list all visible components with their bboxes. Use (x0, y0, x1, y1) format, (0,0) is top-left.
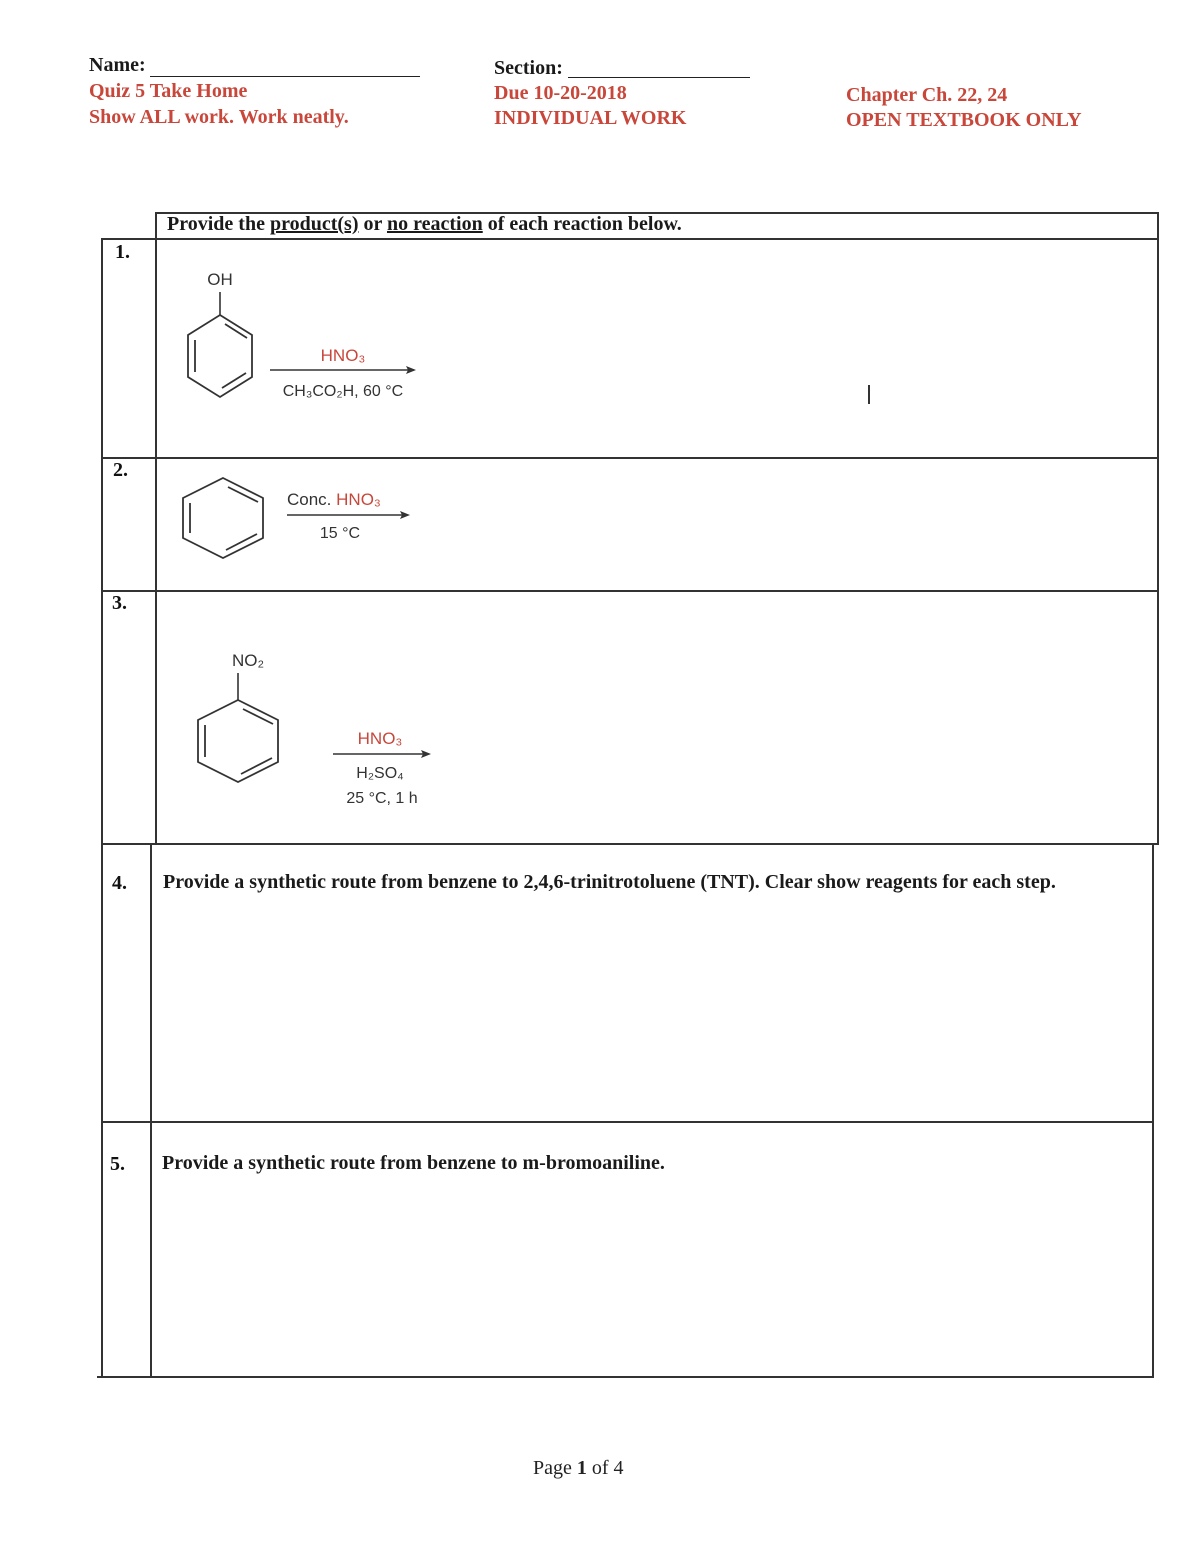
section-label: Section: (494, 57, 563, 79)
reaction-arrow-icon (333, 750, 431, 758)
page-indicator-pre: Page (533, 1457, 577, 1479)
problem-number-1: 1. (115, 241, 130, 263)
reaction-arrow-icon (270, 366, 416, 374)
chapter: Chapter Ch. 22, 24 (846, 84, 1008, 106)
section-blank[interactable] (568, 77, 750, 78)
reagent-conc-label (287, 490, 381, 509)
directions (167, 211, 682, 238)
acid-catalyst-label: H₂SO₄ (356, 765, 404, 782)
substituent-no2-label: NO₂ (231, 651, 265, 670)
substituent-oh-label: OH (207, 270, 233, 289)
page-indicator-post: of 4 (586, 1457, 624, 1479)
reagent-hno3-label: HNO₃ (320, 346, 366, 365)
instructions: Show ALL work. Work neatly. (89, 106, 349, 128)
row-divider-1-2 (102, 457, 1159, 459)
conditions-label: 15 °C (319, 525, 361, 542)
table-left-border (101, 238, 103, 1378)
benzene-ring-icon (198, 700, 278, 782)
problem-number-2: 2. (113, 459, 128, 481)
row-divider-3-4 (102, 843, 1159, 845)
name-blank[interactable] (150, 76, 420, 77)
due-date: Due 10-20-2018 (494, 82, 627, 104)
conditions-label: 25 °C, 1 h (346, 790, 418, 807)
problem-4-text: Provide a synthetic route from benzene to 2,4,6-trinitrotoluene (TNT). Clear show reagents for each step. (163, 871, 1056, 893)
reaction-arrow-icon (287, 511, 410, 519)
number-column-line-upper (155, 212, 157, 844)
problem-number-5: 5. (110, 1153, 125, 1175)
name-label: Name: (89, 54, 146, 76)
reaction-2-scheme (170, 470, 430, 580)
page-number: 1 (576, 1457, 587, 1479)
problem-number-4: 4. (112, 872, 127, 894)
directions-pre: Provide the (167, 213, 270, 235)
directions-divider (102, 238, 1159, 240)
row-divider-4-5 (101, 1121, 1154, 1123)
directions-no-reaction: no reaction (387, 213, 483, 235)
problem-5-text: Provide a synthetic route from benzene to m-bromoaniline. (162, 1152, 665, 1174)
book-policy: OPEN TEXTBOOK ONLY (846, 109, 1082, 131)
quiz-title: Quiz 5 Take Home (89, 80, 248, 102)
problem-number-3: 3. (112, 592, 127, 614)
row-divider-2-3 (102, 590, 1159, 592)
work-type: INDIVIDUAL WORK (494, 107, 687, 129)
page-indicator (533, 1457, 624, 1480)
number-column-line-lower (150, 844, 152, 1378)
benzene-ring-icon (188, 315, 252, 397)
table-right-border-lower (1152, 844, 1154, 1378)
directions-products: product(s) (269, 213, 359, 235)
reaction-1-scheme (160, 260, 460, 430)
directions-post: of each reaction below. (482, 213, 682, 235)
benzene-ring-icon (183, 478, 263, 558)
table-bottom-border (97, 1376, 1153, 1378)
pen-mark (868, 385, 870, 404)
reagent-prefix: Conc. (287, 490, 337, 509)
directions-mid: or (358, 213, 387, 235)
reaction-3-scheme (180, 640, 460, 820)
conditions-label: CH₃CO₂H, 60 °C (282, 383, 404, 400)
reagent-hno3-label: HNO₃ (357, 729, 403, 748)
reagent-hno3-label: HNO₃ (336, 490, 381, 509)
table-right-border-upper (1157, 212, 1159, 844)
